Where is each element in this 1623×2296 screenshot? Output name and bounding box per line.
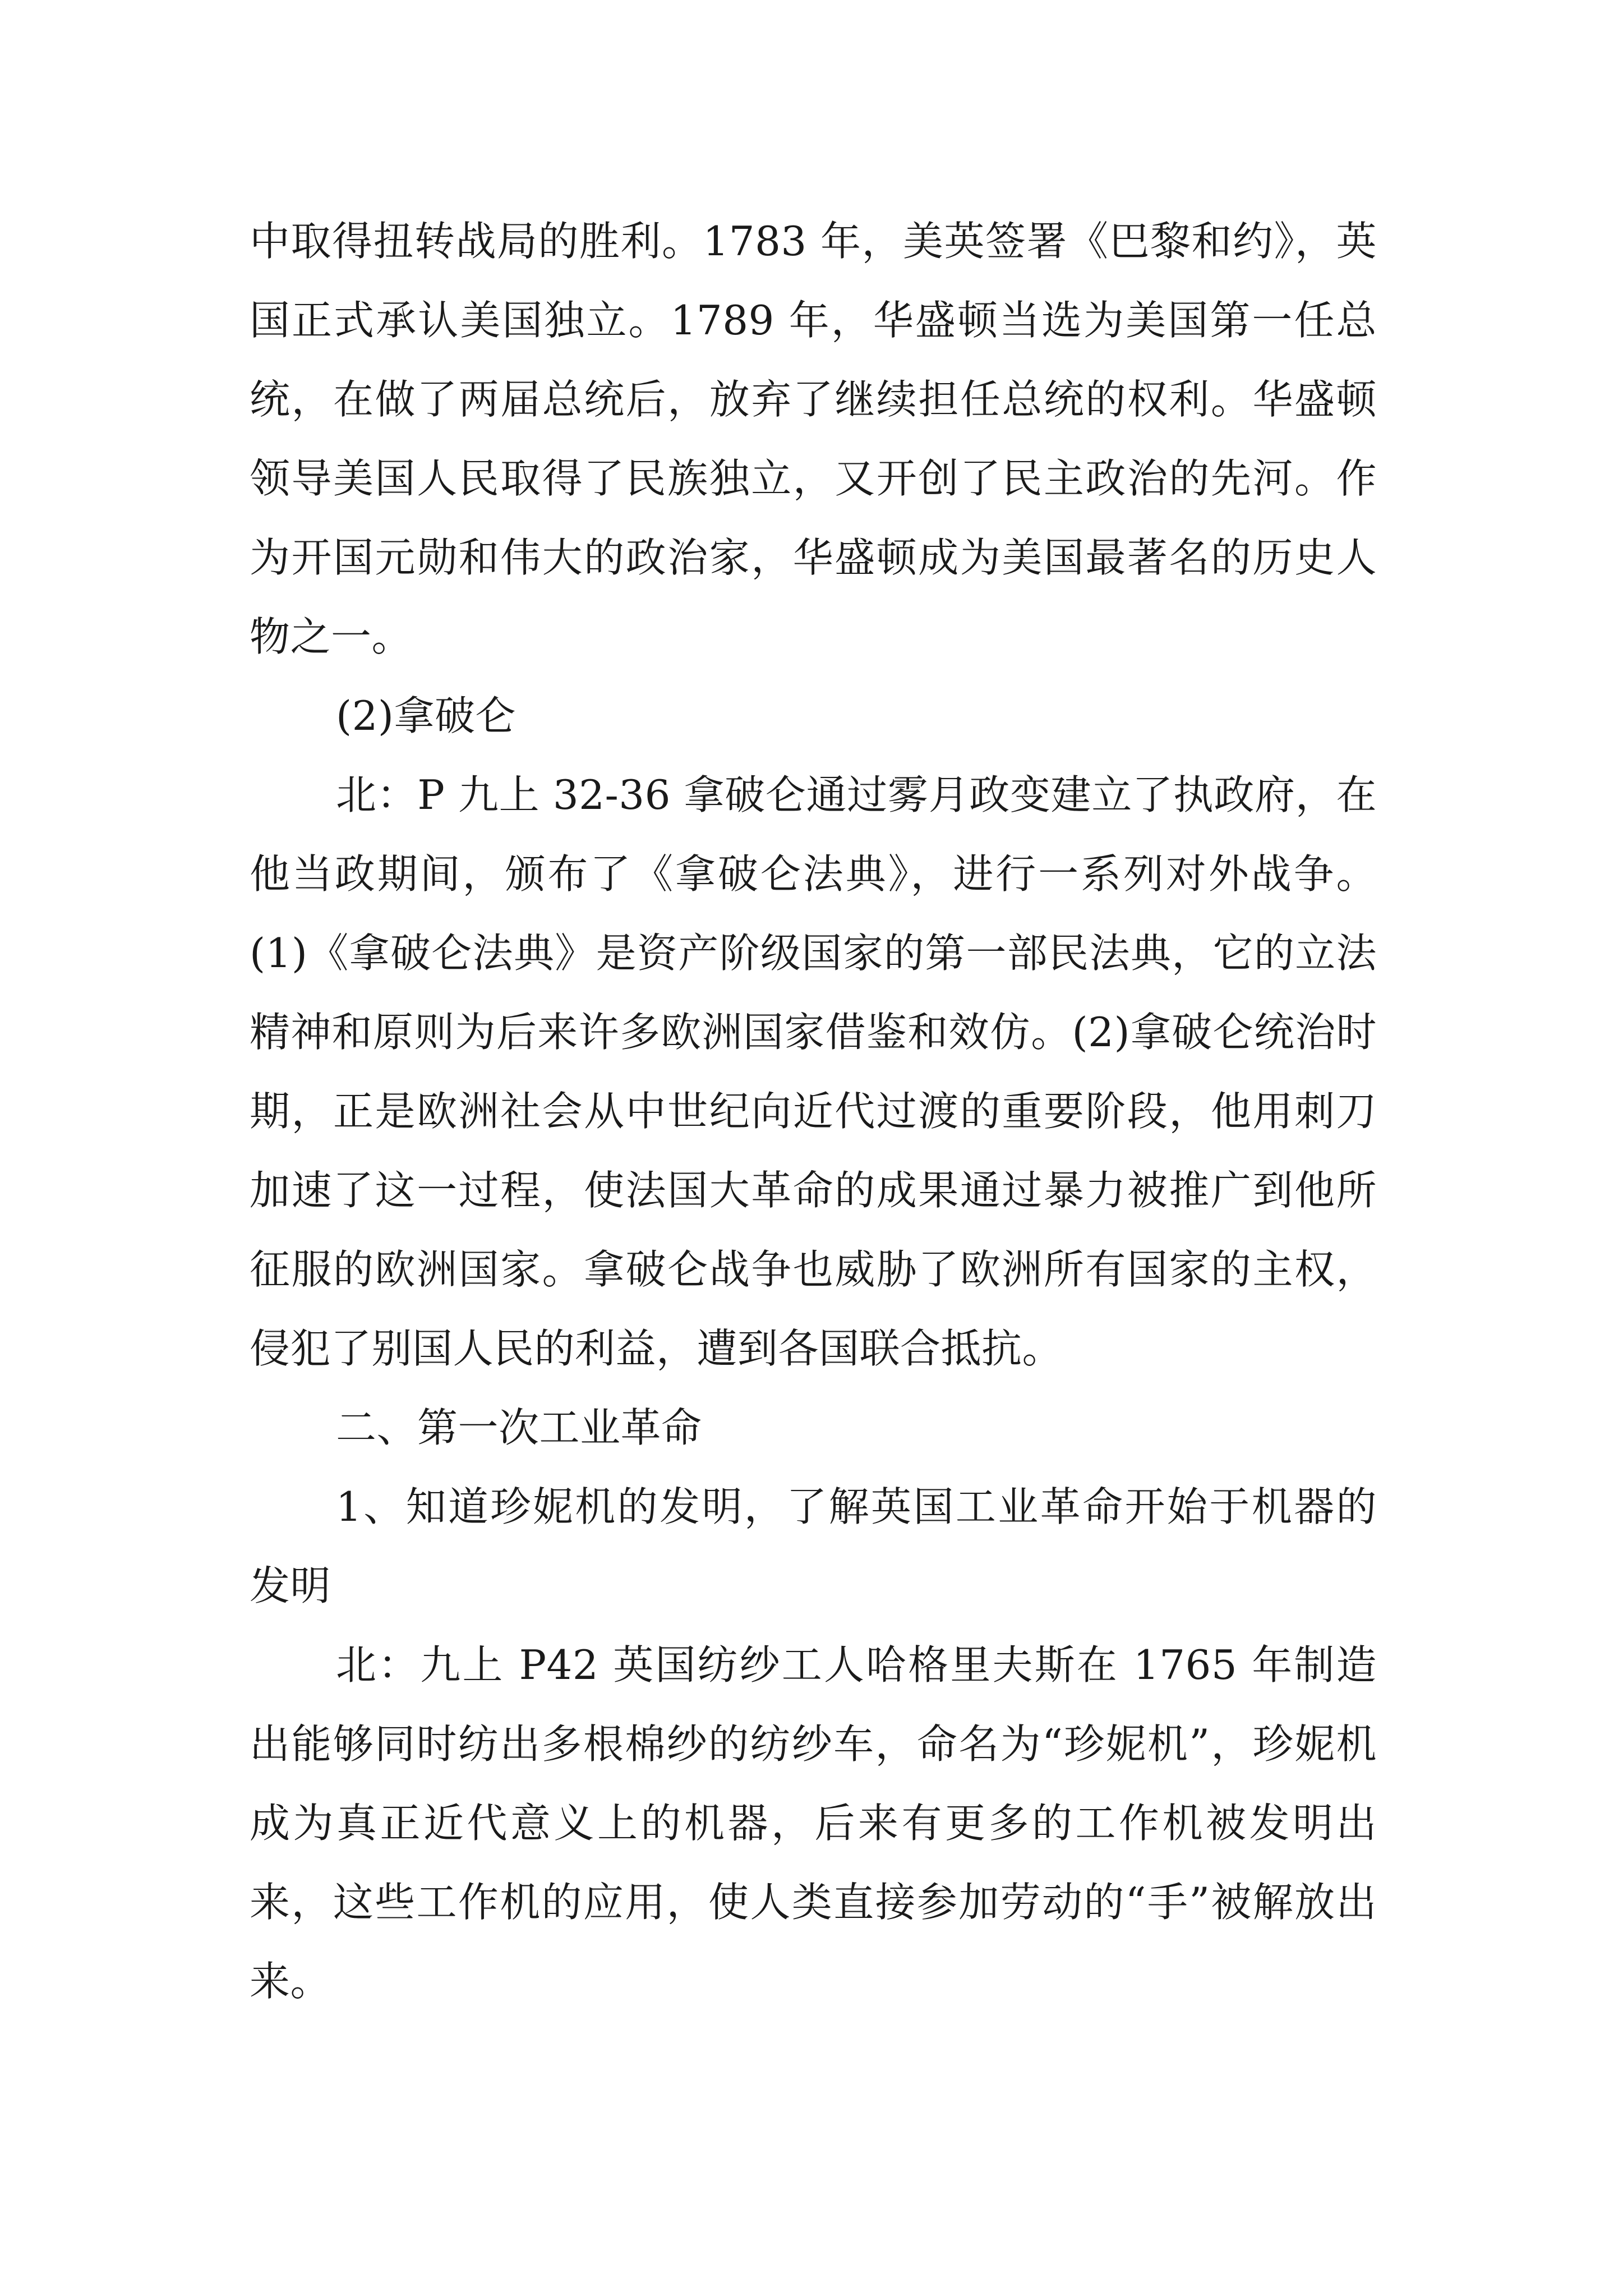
heading-spinning-jenny: 1、知道珍妮机的发明，了解英国工业革命开始于机器的发明 xyxy=(250,1483,1377,1609)
heading-first-industrial-revolution: 二、第一次工业革命 xyxy=(336,1404,702,1451)
paragraph-washington-continued: 中取得扭转战局的胜利。1783 年，美英签署《巴黎和约》，英国正式承认美国独立。1789 年，华盛顿当选为美国第一任总统，在做了两届总统后，放弃了继续担任总统的权利。华盛顿领导美国人民取得了民族独立，又开创了民主政治的先河。作为开国元勋和伟大的政治家，华盛顿成为美国最著名的历史人物之一。 xyxy=(250,218,1377,660)
heading-napoleon: (2)拿破仑 xyxy=(336,692,516,739)
paragraph-spinning-jenny: 北：九上 P42 英国纺纱工人哈格里夫斯在 1765 年制造出能够同时纺出多根棉纱的纺纱车，命名为“珍妮机”，珍妮机成为真正近代意义上的机器，后来有更多的工作机被发明出来，这些工作机的应用，使人类直接参加劳动的“手”被解放出来。 xyxy=(250,1641,1377,2005)
paragraph-napoleon: 北：P 九上 32-36 拿破仑通过雾月政变建立了执政府，在他当政期间，颁布了《拿破仑法典》，进行一系列对外战争。(1)《拿破仑法典》是资产阶级国家的第一部民法典，它的立法精神和原则为后来许多欧洲国家借鉴和效仿。(2)拿破仑统治时期，正是欧洲社会从中世纪向近代过渡的重要阶段，他用刺刀加速了这一过程，使法国大革命的成果通过暴力被推广到他所征服的欧洲国家。拿破仑战争也威胁了欧洲所有国家的主权，侵犯了别国人民的利益，遭到各国联合抵抗。 xyxy=(250,771,1377,1372)
document-body xyxy=(250,202,1377,2021)
